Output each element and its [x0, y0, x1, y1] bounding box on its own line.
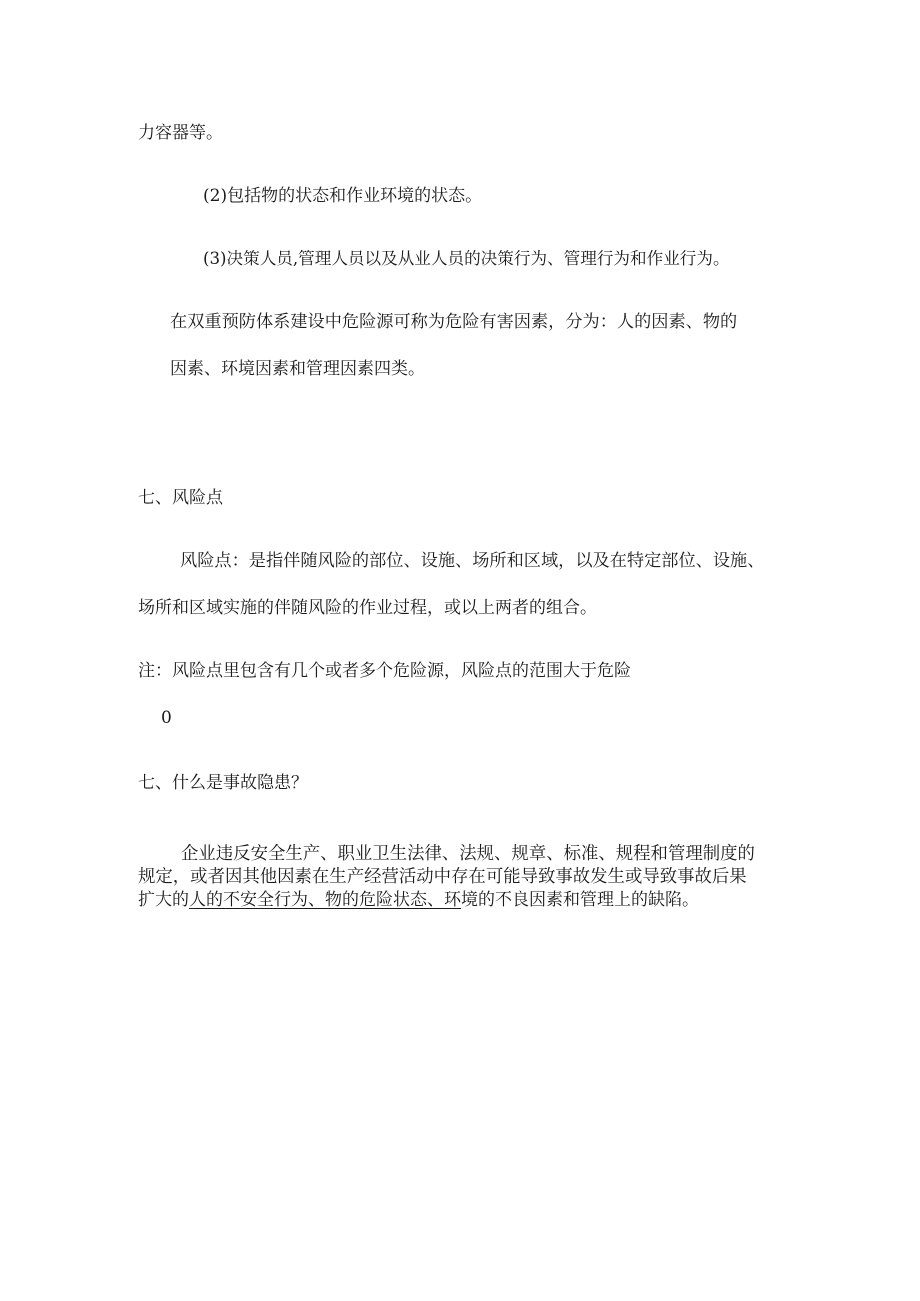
text-line: 场所和区域实施的伴随风险的作业过程，或以上两者的组合。 [138, 598, 597, 618]
text-segment: 扩大的 [138, 890, 189, 910]
section-heading: 七、风险点 [138, 488, 223, 508]
section-heading: 七、什么是事故隐患？ [138, 773, 308, 793]
text-segment: 境的不良因素和管理上的缺陷。 [461, 890, 699, 910]
text-line [138, 889, 699, 911]
text-line: 0 [161, 708, 172, 728]
text-line: 在双重预防体系建设中危险源可称为危险有害因素，分为：人的因素、物的 [170, 312, 738, 332]
text-line: 企业违反安全生产、职业卫生法律、法规、规章、标准、规程和管理制度的 [181, 844, 755, 864]
text-line: 风险点：是指伴随风险的部位、设施、场所和区域，以及在特定部位、设施、 [180, 551, 765, 571]
text-line: 力容器等。 [138, 123, 223, 143]
text-line: (3)决策人员,管理人员以及从业人员的决策行为、管理行为和作业行为。 [203, 249, 730, 268]
text-line: 因素、环境因素和管理因素四类。 [170, 359, 425, 379]
text-line: 规定，或者因其他因素在生产经营活动中存在可能导致事故发生或导致事故后果 [138, 867, 747, 887]
underlined-text: 人的不安全行为、物的危险状态、环 [189, 890, 461, 910]
text-line: (2)包括物的状态和作业环境的状态。 [203, 186, 483, 206]
note-line: 注：风险点里包含有几个或者多个危险源，风险点的范围大于危险 [138, 661, 631, 681]
